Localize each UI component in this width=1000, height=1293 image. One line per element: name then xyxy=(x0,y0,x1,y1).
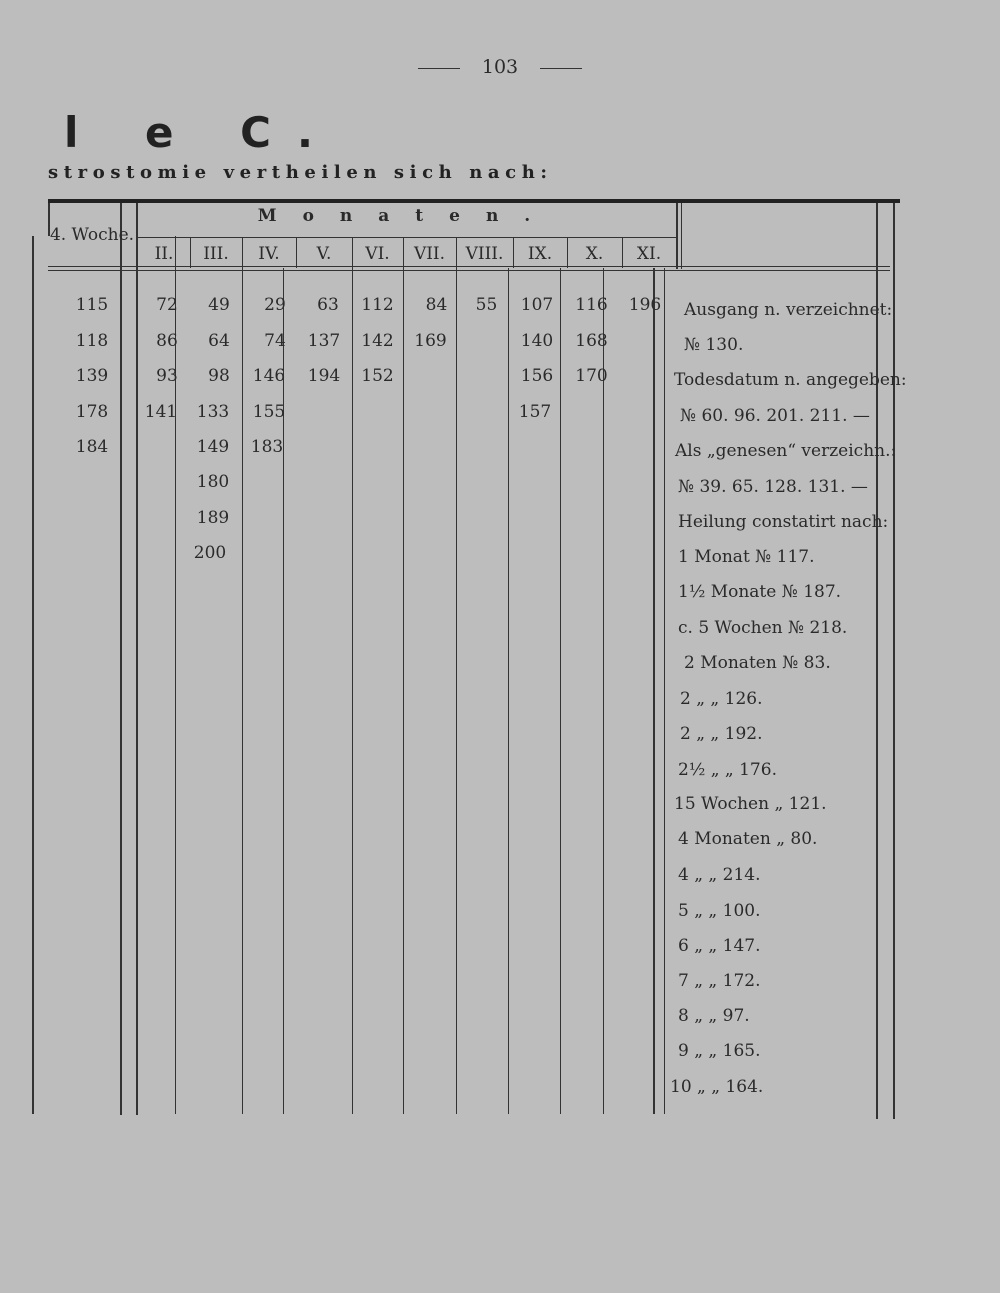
first-column-header: 4. Woche. xyxy=(49,225,135,245)
table-cell: 155 xyxy=(252,402,286,422)
table-cell: 64 xyxy=(208,331,230,351)
page-number-text: 103 xyxy=(481,56,519,78)
table-cell: 29 xyxy=(264,295,286,315)
table-cell: 146 xyxy=(252,366,286,386)
table-cell: 84 xyxy=(425,295,448,315)
page-subtitle: strostomie vertheilen sich nach: xyxy=(48,162,553,183)
column-header-xi: XI. xyxy=(636,244,662,264)
table-cell: 72 xyxy=(156,295,178,315)
table-cell: 194 xyxy=(307,366,341,386)
table-cell: 157 xyxy=(518,402,552,422)
table-cell: 118 xyxy=(75,331,109,351)
note-line: № 39. 65. 128. 131. — xyxy=(678,477,868,497)
note-line: 4 Monaten „ 80. xyxy=(678,829,818,849)
table-cell: 189 xyxy=(196,508,230,528)
table-cell: 137 xyxy=(307,331,341,351)
note-line: 4 „ „ 214. xyxy=(678,865,761,885)
note-line: Als „genesen“ verzeichn.: xyxy=(675,441,897,461)
note-line: Heilung constatirt nach: xyxy=(678,512,889,532)
note-line: 7 „ „ 172. xyxy=(678,971,761,991)
table-cell: 115 xyxy=(75,295,109,315)
table-cell: 55 xyxy=(475,295,498,315)
note-line: 15 Wochen „ 121. xyxy=(674,794,827,814)
monaten-group-header: Monaten. xyxy=(257,206,557,226)
note-line: 5 „ „ 100. xyxy=(678,901,761,921)
table-cell: 170 xyxy=(575,366,608,386)
column-header-iv: IV. xyxy=(258,244,280,264)
note-line: 2 „ „ 192. xyxy=(680,724,763,744)
table-cell: 139 xyxy=(75,366,109,386)
table-cell: 93 xyxy=(156,366,178,386)
column-header-v: V. xyxy=(316,244,332,264)
note-line: 2 „ „ 126. xyxy=(680,689,763,709)
table-cell: 152 xyxy=(361,366,394,386)
table-cell: 184 xyxy=(75,437,109,457)
table-cell: 63 xyxy=(317,295,339,315)
note-line: 1½ Monate № 187. xyxy=(678,582,842,602)
note-line: 1 Monat № 117. xyxy=(678,547,815,567)
note-line: № 130. xyxy=(684,335,744,355)
table-cell: 168 xyxy=(575,331,608,351)
note-line: c. 5 Wochen № 218. xyxy=(678,618,848,638)
column-header-vi: VI. xyxy=(365,244,390,264)
note-line: Todesdatum n. angegeben: xyxy=(674,370,907,390)
note-line: 2 Monaten № 83. xyxy=(684,653,831,673)
column-header-vii: VII. xyxy=(413,244,446,264)
note-line: 8 „ „ 97. xyxy=(678,1006,750,1026)
note-line: № 60. 96. 201. 211. — xyxy=(680,406,870,426)
note-line: 10 „ „ 164. xyxy=(670,1077,764,1097)
table-cell: 169 xyxy=(414,331,447,351)
column-header-x: X. xyxy=(585,244,604,264)
column-header-ix: IX. xyxy=(527,244,553,264)
table-cell: 49 xyxy=(208,295,230,315)
table-cell: 86 xyxy=(156,331,178,351)
table-cell: 112 xyxy=(361,295,394,315)
table-cell: 156 xyxy=(520,366,554,386)
column-header-viii: VIII. xyxy=(465,244,504,264)
note-line: 6 „ „ 147. xyxy=(678,936,761,956)
table-cell: 180 xyxy=(196,472,230,492)
table-cell: 116 xyxy=(575,295,608,315)
table-cell: 142 xyxy=(361,331,394,351)
table-cell: 141 xyxy=(144,402,178,422)
table-cell: 196 xyxy=(628,295,662,315)
table-cell: 133 xyxy=(196,402,230,422)
table-cell: 178 xyxy=(75,402,109,422)
table-cell: 107 xyxy=(520,295,554,315)
table-cell: 98 xyxy=(208,366,230,386)
note-line: Ausgang n. verzeichnet: xyxy=(684,300,893,320)
column-header-iii: III. xyxy=(203,244,229,264)
table-top-rule xyxy=(48,199,900,203)
page-number xyxy=(0,56,1000,78)
note-line: 9 „ „ 165. xyxy=(678,1041,761,1061)
column-header-ii: II. xyxy=(154,244,174,264)
table-cell: 140 xyxy=(520,331,554,351)
page-heading: l e C. xyxy=(64,108,339,157)
table-cell: 74 xyxy=(264,331,286,351)
table-cell: 149 xyxy=(196,437,230,457)
table-cell: 200 xyxy=(193,543,227,563)
note-line: 2½ „ „ 176. xyxy=(678,760,777,780)
table-cell: 183 xyxy=(250,437,284,457)
